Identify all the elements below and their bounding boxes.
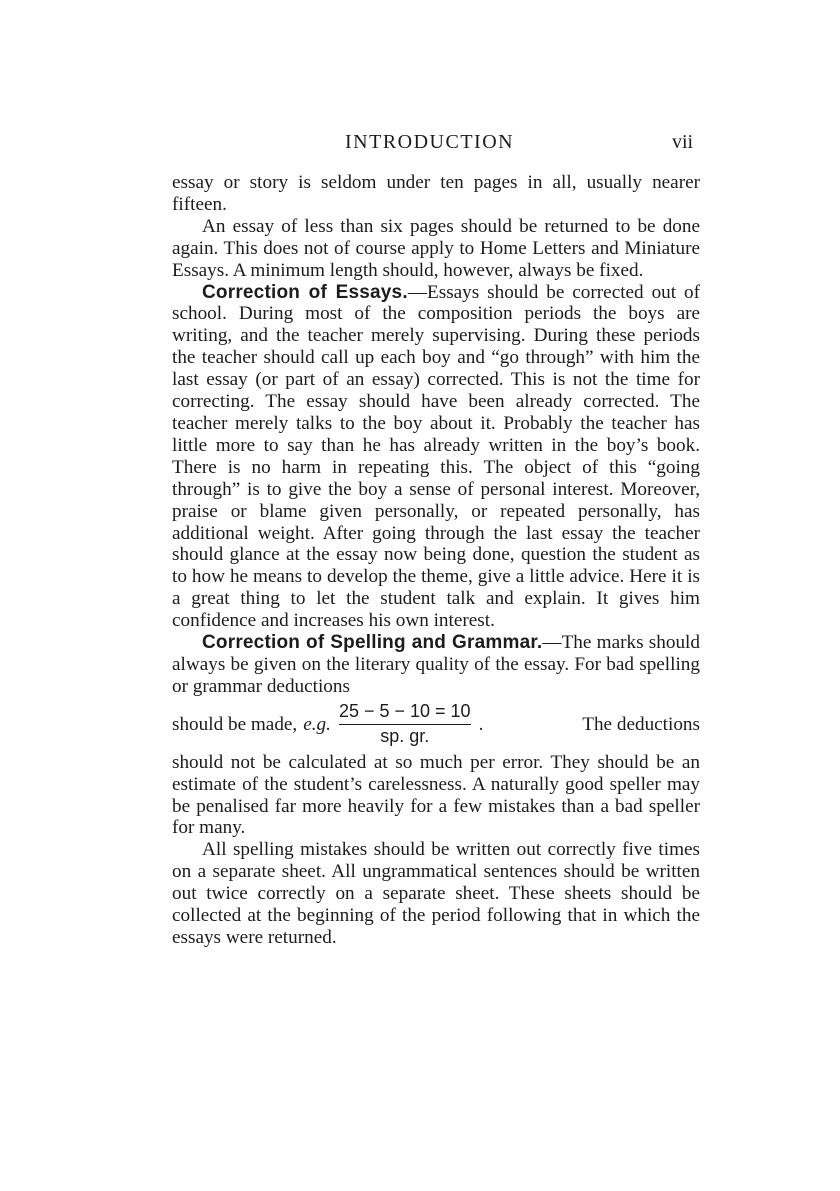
running-head-title: INTRODUCTION bbox=[345, 131, 515, 153]
deduction-fraction bbox=[333, 701, 477, 748]
fraction-denominator: sp. gr. bbox=[380, 726, 430, 747]
formula-left bbox=[172, 701, 483, 748]
section-heading-spelling-grammar: Correction of Spelling and Grammar. bbox=[202, 632, 543, 654]
paragraph-essay-length: An essay of less than six pages should be returned to be done again. This does not of course apply to Home Letters and Miniature Essays. A minimum length should, however, always be fixed. bbox=[172, 215, 700, 281]
paragraph-continuation: essay or story is seldom under ten pages in all, usually nearer fifteen. bbox=[172, 172, 700, 215]
correction-of-essays-text: —Essays should be corrected out of school. During most of the composition periods the boys are writing, and the teacher merely supervising. During these periods the teacher should call up each boy and “go through” with him the last essay (or part of an essay) corrected. This is not the time for correcting. The essay should have been already corrected. The teacher merely talks to the boy about it. Probably the teacher has little more to say than he has already written in the boy’s book. There is no harm in repeating this. The object of this “going through” is to give the boy a sense of personal interest. Moreover, praise or blame given personally, or repeated personally, has additional weight. After going through the last essay the teacher should glance at the essay now being done, question the student as to how he means to develop the theme, give a little advice. Here it is a great thing to let the student talk and explain. It gives him confidence and increases his own interest. bbox=[172, 281, 700, 632]
formula-line bbox=[172, 698, 700, 752]
spelling-grammar-text: —The marks should always be given on the literary quality of the essay. For bad spelling or grammar deductions bbox=[172, 632, 700, 697]
formula-prefix: should be made, bbox=[172, 713, 298, 735]
formula-period: . bbox=[478, 713, 484, 735]
body-text bbox=[172, 172, 700, 949]
section-heading-correction-of-essays: Correction of Essays. bbox=[202, 281, 408, 303]
paragraph-spelling-mistakes: All spelling mistakes should be written out correctly five times on a separate sheet. All ungrammatical sentences should be written out twice correctly on a separate sheet. These sheets should be collected at the beginning of the period following that in which the essays were returned. bbox=[172, 839, 700, 948]
running-head bbox=[0, 131, 840, 157]
formula-eg: e.g. bbox=[303, 713, 331, 735]
paragraph-spelling-grammar bbox=[172, 632, 700, 698]
paragraph-correction-of-essays bbox=[172, 282, 700, 633]
page-number: vii bbox=[672, 131, 694, 153]
paragraph-spelling-grammar-continued: should not be calculated at so much per error. They should be an estimate of the student’s carelessness. A naturally good speller may be penalised far more heavily for a few mistakes than a bad speller for many. bbox=[172, 751, 700, 839]
formula-suffix: The deductions bbox=[582, 713, 700, 735]
fraction-numerator: 25 − 5 − 10 = 10 bbox=[338, 701, 471, 722]
